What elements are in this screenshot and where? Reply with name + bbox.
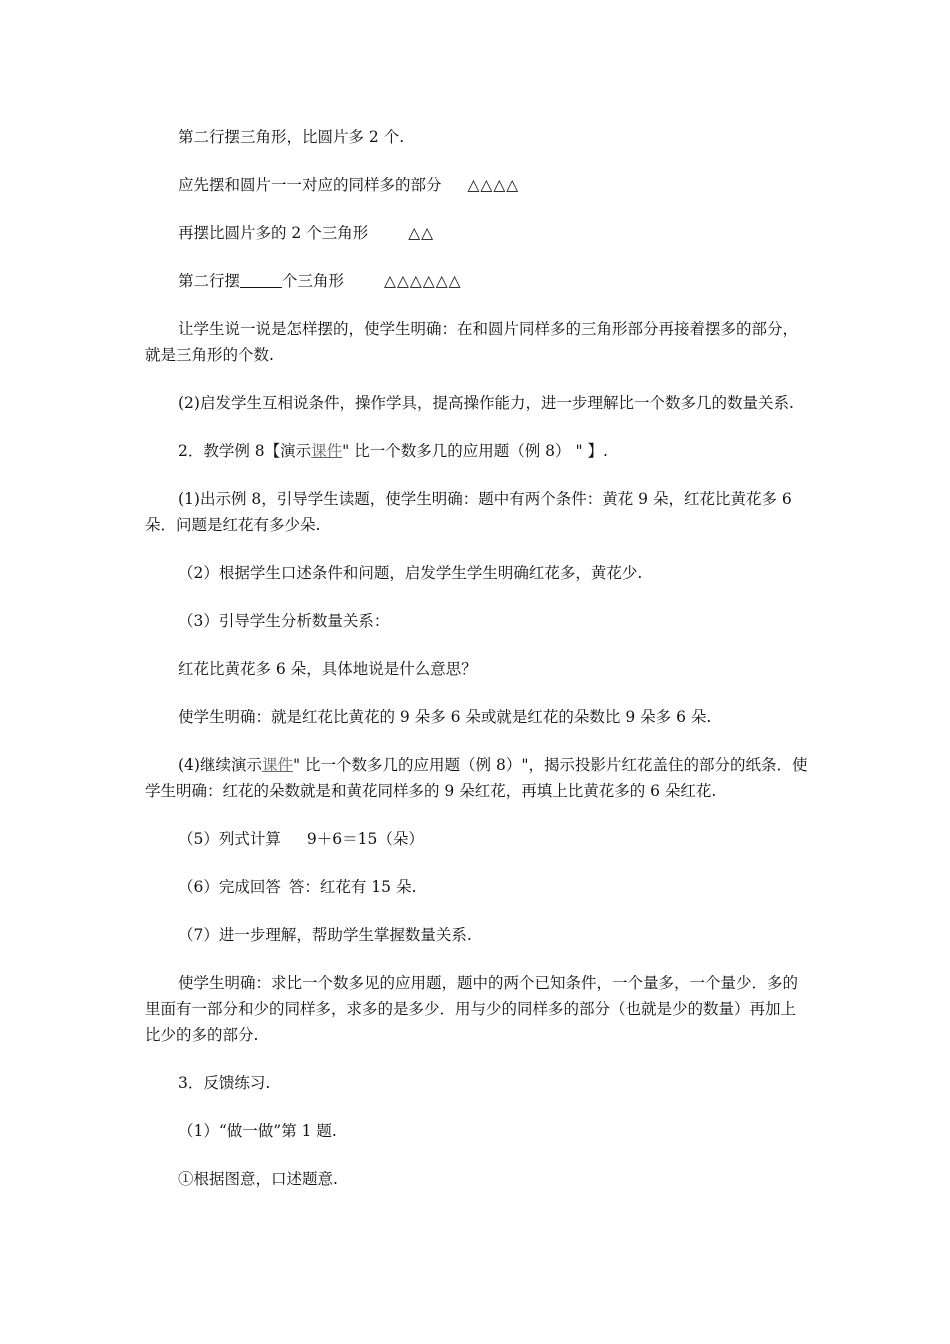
paragraph [145,268,810,294]
text: 再摆比圆片多的 2 个三角形 [178,224,369,242]
paragraph [145,826,810,852]
paragraph [145,172,810,198]
text: 第二行摆 [178,272,241,290]
paragraph: ①根据图意，口述题意. [178,1170,338,1188]
paragraph: （1）“做一做”第 1 题. [178,1122,337,1140]
paragraph [145,124,810,150]
triangles: △△△△ [467,176,520,194]
text: （5）列式计算 [178,830,281,848]
paragraph: （2）根据学生口述条件和问题，启发学生学生明确红花多，黄花少. [178,564,643,582]
paragraph: （7）进一步理解，帮助学生掌握数量关系. [178,926,472,944]
paragraph: 3．反馈练习. [178,1074,271,1092]
triangles: △△ [408,224,435,242]
courseware-link[interactable]: 课件 [261,756,293,774]
paragraph: (1)出示例 8，引导学生读题，使学生明确：题中有两个条件：黄花 9 朵，红花比黄花多 6 朵．问题是红花有多少朵. [145,490,792,534]
paragraph: (2)启发学生互相说条件，操作学具，提高操作能力，进一步理解比一个数多几的数量关系. [178,394,794,412]
paragraph: （3）引导学生分析数量关系： [178,612,390,630]
text: 2．教学例 8【演示 [178,442,312,460]
paragraph [145,220,810,246]
paragraph: 红花比黄花多 6 朵，具体地说是什么意思？ [178,660,477,678]
text: (4)继续演示 [178,756,262,774]
answer: 答：红花有 15 朵. [288,878,417,896]
text: " 比一个数多几的应用题（例 8） " 】. [342,442,608,460]
fill-in-blank [240,271,282,288]
text: （6）完成回答 [178,878,281,896]
equation: 9＋6＝15（朵） [306,830,424,848]
text: " 比一个数多几的应用题（例 8）"，揭示投影片红花盖住的部分的纸条．使学生明确：红花的朵数就是和黄花同样多的 9 朵红花，再填上比黄花多的 6 朵红花. [145,756,808,800]
text: 个三角形 [282,272,345,290]
text: 第二行摆三角形，比圆片多 2 个. [178,128,405,146]
paragraph: 使学生明确：就是红花比黄花的 9 朵多 6 朵或就是红花的朵数比 9 朵多 6 朵. [178,708,712,726]
triangles: △△△△△△ [384,272,462,290]
courseware-link[interactable]: 课件 [311,442,343,460]
paragraph [145,752,810,804]
paragraph [145,874,810,900]
text: 应先摆和圆片一一对应的同样多的部分 [178,176,442,194]
paragraph: 让学生说一说是怎样摆的，使学生明确：在和圆片同样多的三角形部分再接着摆多的部分，就是三角形的个数. [145,320,799,364]
paragraph [145,438,810,464]
document-body [145,124,810,1214]
paragraph: 使学生明确：求比一个数多见的应用题，题中的两个已知条件，一个量多，一个量少．多的里面有一部分和少的同样多，求多的是多少．用与少的同样多的部分（也就是少的数量）再加上比少的多的部分. [145,974,799,1044]
